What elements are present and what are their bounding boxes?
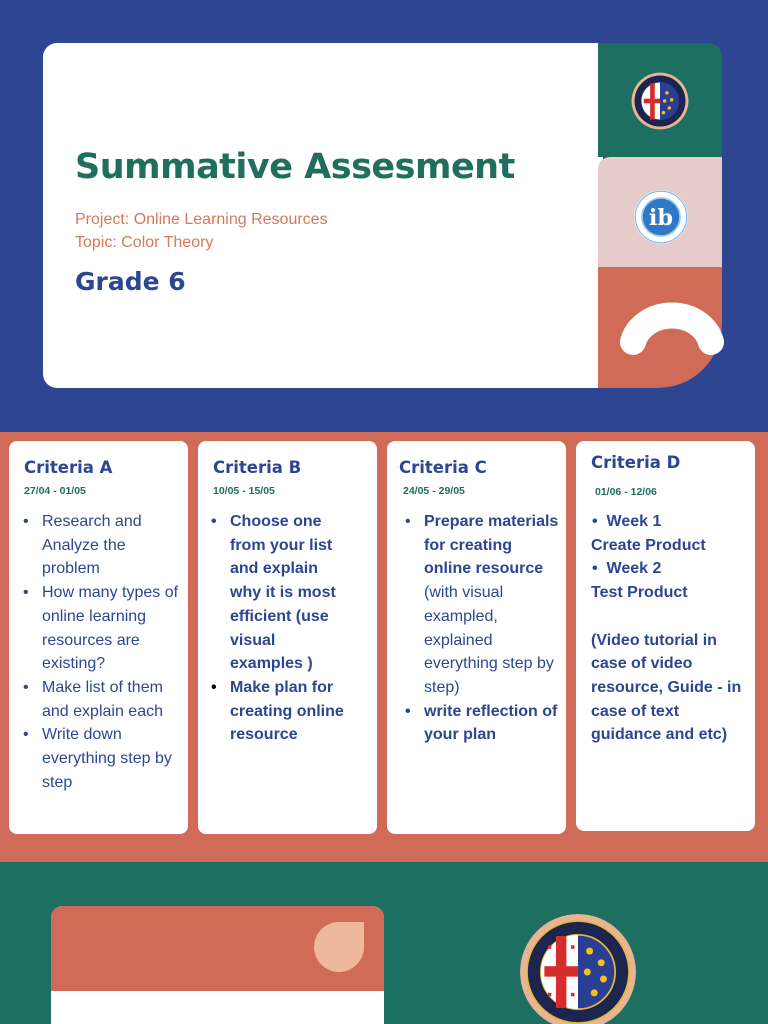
criteria-d-card <box>576 441 755 831</box>
list-item: • Research and Analyze the problem <box>23 513 142 578</box>
week-1-task: Create Product <box>591 536 706 554</box>
title-card <box>43 43 603 388</box>
list-item: • Choose one from your list and explain why it is most efficient (use visual examples ) <box>211 513 336 673</box>
resource-note: (Video tutorial in case of video resource, Guide - in case of text guidance and etc) <box>591 631 742 744</box>
ib-letters: ib <box>648 204 674 231</box>
criteria-d-title: Criteria D <box>591 453 681 472</box>
list-item: • Make list of them and explain each <box>23 678 163 720</box>
criteria-a-list <box>23 510 182 794</box>
criteria-c-card <box>387 441 566 834</box>
list-item: • How many types of online learning resources are existing? <box>23 584 179 673</box>
page-title: Summative Assesment <box>75 147 515 187</box>
ib-logo-icon <box>633 189 689 245</box>
topic-line: Topic: Color Theory <box>75 234 214 251</box>
grade-label: Grade 6 <box>75 267 186 296</box>
criteria-d-content <box>591 510 751 747</box>
drop-shape-decoration <box>313 922 364 972</box>
criteria-a-card <box>9 441 188 834</box>
criteria-b-dates: 10/05 - 15/05 <box>213 485 275 497</box>
list-item: • Write down everything step by step <box>23 726 172 791</box>
criteria-d-dates: 01/06 - 12/06 <box>595 486 657 498</box>
criteria-c-title: Criteria C <box>399 458 487 477</box>
week-1-line: • Week 1 <box>592 513 662 530</box>
school-emblem-large-icon <box>520 914 636 1024</box>
criteria-c-list <box>405 510 560 747</box>
week-2-line: • Week 2 <box>592 560 662 578</box>
list-item: • write reflection of your plan <box>405 702 558 744</box>
criteria-a-dates: 27/04 - 01/05 <box>24 485 86 497</box>
school-emblem-icon <box>631 72 689 130</box>
arch-decoration <box>618 298 726 356</box>
list-item: • Prepare materials for creating online resource (with visual exampled, explained everything step by step) <box>405 513 559 696</box>
week-2-task: Test Product <box>591 584 688 602</box>
criteria-b-card <box>198 441 377 834</box>
criteria-c-dates: 24/05 - 29/05 <box>403 485 465 497</box>
criteria-b-title: Criteria B <box>213 458 302 477</box>
criteria-b-list <box>211 510 352 747</box>
list-item: • Make plan for creating online resource <box>211 678 344 744</box>
project-line: Project: Online Learning Resources <box>75 211 328 228</box>
criteria-a-title: Criteria A <box>24 458 113 477</box>
